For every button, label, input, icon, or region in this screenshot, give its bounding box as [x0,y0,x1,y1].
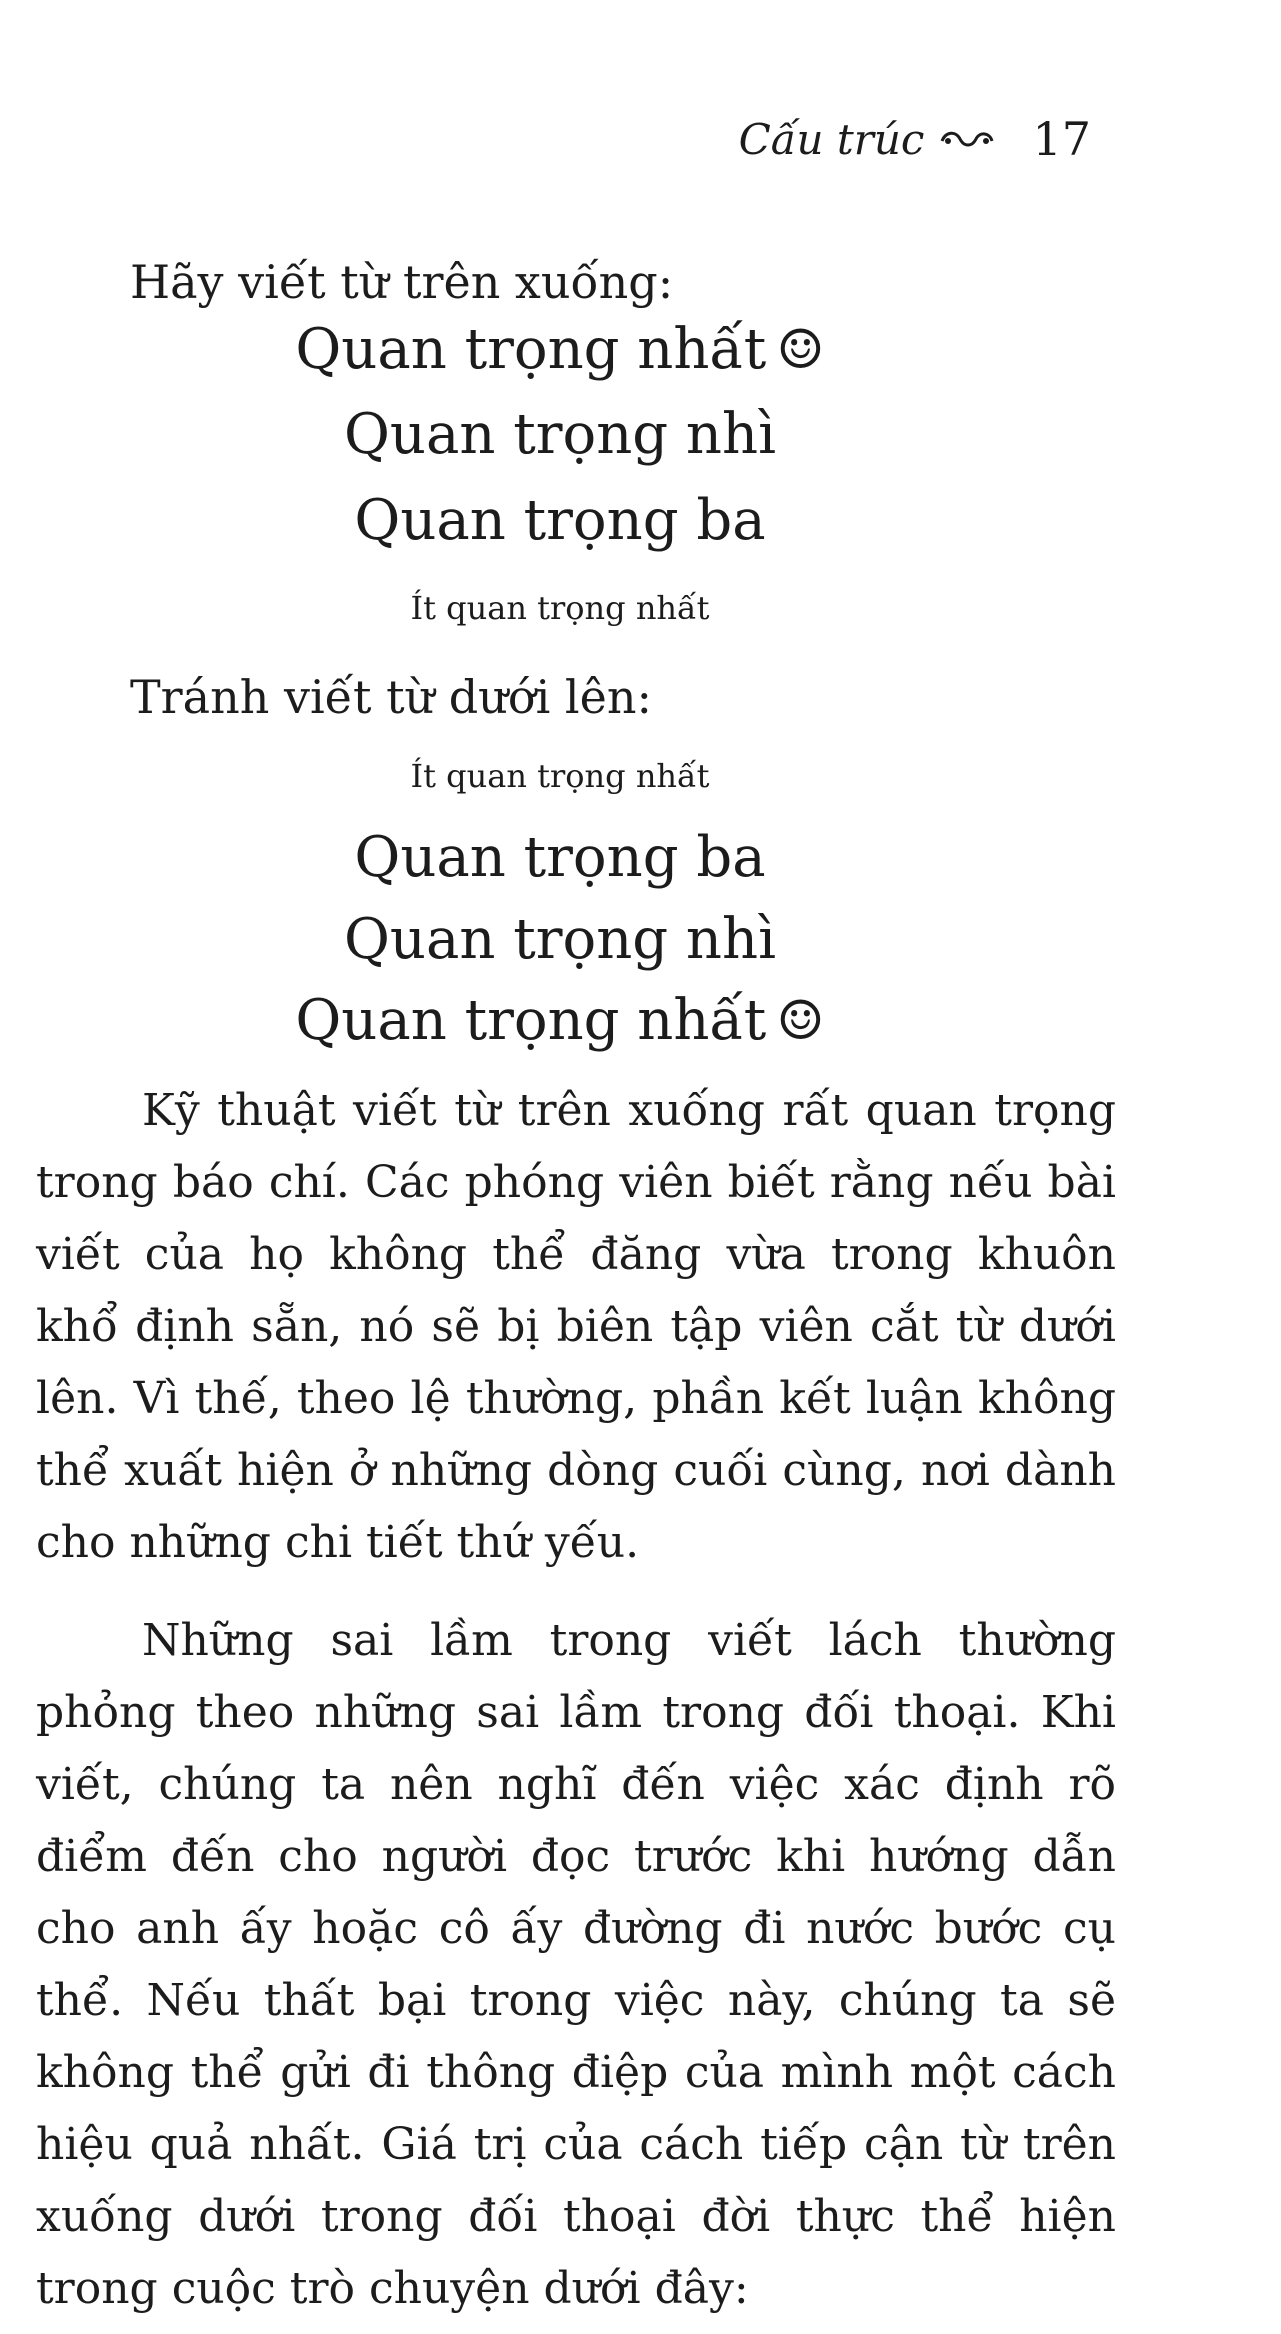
swirl-ornament-icon [938,127,996,151]
paragraph-dialogue: Những sai lầm trong viết lách thường phỏng theo những sai lầm trong đối thoại. Khi viết, chúng ta nên nghĩ đến việc xác định rõ điểm đến cho người đọc trước khi hướng dẫn cho anh ấy hoặc cô ấy đường đi nước bước cụ thể. Nếu thất bại trong việc này, chúng ta sẽ không thể gửi đi thông điệp của mình một cách hiệu quả nhất. Giá trị của cách tiếp cận từ trên xuống dưới trong đối thoại đời thực thể hiện trong cuộc trò chuyện dưới đây: [36,1615,1116,2314]
page-number: 17 [1032,112,1091,166]
top-down-item-2: Quan trọng nhì [344,402,776,467]
bottom-up-label: Tránh viết từ dưới lên: [130,670,652,724]
top-down-item-1 [0,317,1120,382]
bottom-up-item-1: Ít quan trọng nhất [410,757,710,795]
bottom-up-item-4-text: Quan trọng nhất [295,988,767,1053]
bottom-up-item-2: Quan trọng ba [354,825,766,890]
smiley-icon: ☺ [776,318,825,381]
chapter-title: Cấu trúc [738,114,925,164]
body-text [36,1075,1116,2325]
top-down-label: Hãy viết từ trên xuống: [130,255,674,309]
top-down-item-3: Quan trọng ba [354,488,766,553]
bottom-up-item-4 [0,988,1120,1053]
smiley-icon: ☺ [776,989,825,1052]
top-down-item-1-text: Quan trọng nhất [295,317,767,382]
bottom-up-item-3: Quan trọng nhì [344,907,776,972]
top-down-item-4: Ít quan trọng nhất [410,589,710,627]
running-header [739,112,1091,166]
paragraph-journalism: Kỹ thuật viết từ trên xuống rất quan trọng trong báo chí. Các phóng viên biết rằng nếu bài viết của họ không thể đăng vừa trong khuôn khổ định sẵn, nó sẽ bị biên tập viên cắt từ dưới lên. Vì thế, theo lệ thường, phần kết luận không thể xuất hiện ở những dòng cuối cùng, nơi dành cho những chi tiết thứ yếu. [36,1085,1116,1568]
